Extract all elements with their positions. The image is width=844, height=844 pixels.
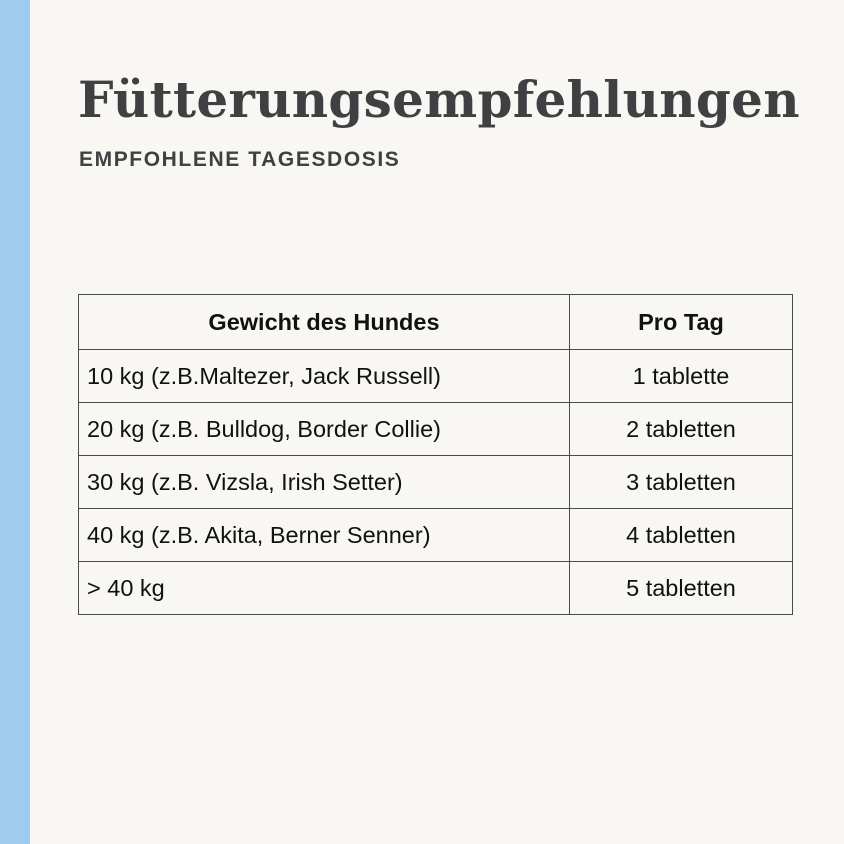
dosage-table: [78, 294, 793, 615]
weight-cell: 30 kg (z.B. Vizsla, Irish Setter): [79, 456, 570, 509]
dose-cell: 2 tabletten: [570, 403, 793, 456]
dose-cell: 4 tabletten: [570, 509, 793, 562]
page-title: Fütterungsempfehlungen: [78, 70, 800, 129]
dose-cell: 5 tabletten: [570, 562, 793, 615]
side-accent-stripe: [0, 0, 30, 844]
dose-cell: 1 tablette: [570, 350, 793, 403]
table-row: [79, 562, 793, 615]
weight-cell: > 40 kg: [79, 562, 570, 615]
table-header-row: [79, 295, 793, 350]
weight-cell: 10 kg (z.B.Maltezer, Jack Russell): [79, 350, 570, 403]
table-row: [79, 403, 793, 456]
table-row: [79, 350, 793, 403]
page-subtitle: EMPFOHLENE TAGESDOSIS: [79, 148, 401, 171]
dose-cell: 3 tabletten: [570, 456, 793, 509]
table-row: [79, 509, 793, 562]
header-weight: Gewicht des Hundes: [79, 295, 570, 350]
weight-cell: 20 kg (z.B. Bulldog, Border Collie): [79, 403, 570, 456]
weight-cell: 40 kg (z.B. Akita, Berner Senner): [79, 509, 570, 562]
header-per-day: Pro Tag: [570, 295, 793, 350]
table-row: [79, 456, 793, 509]
